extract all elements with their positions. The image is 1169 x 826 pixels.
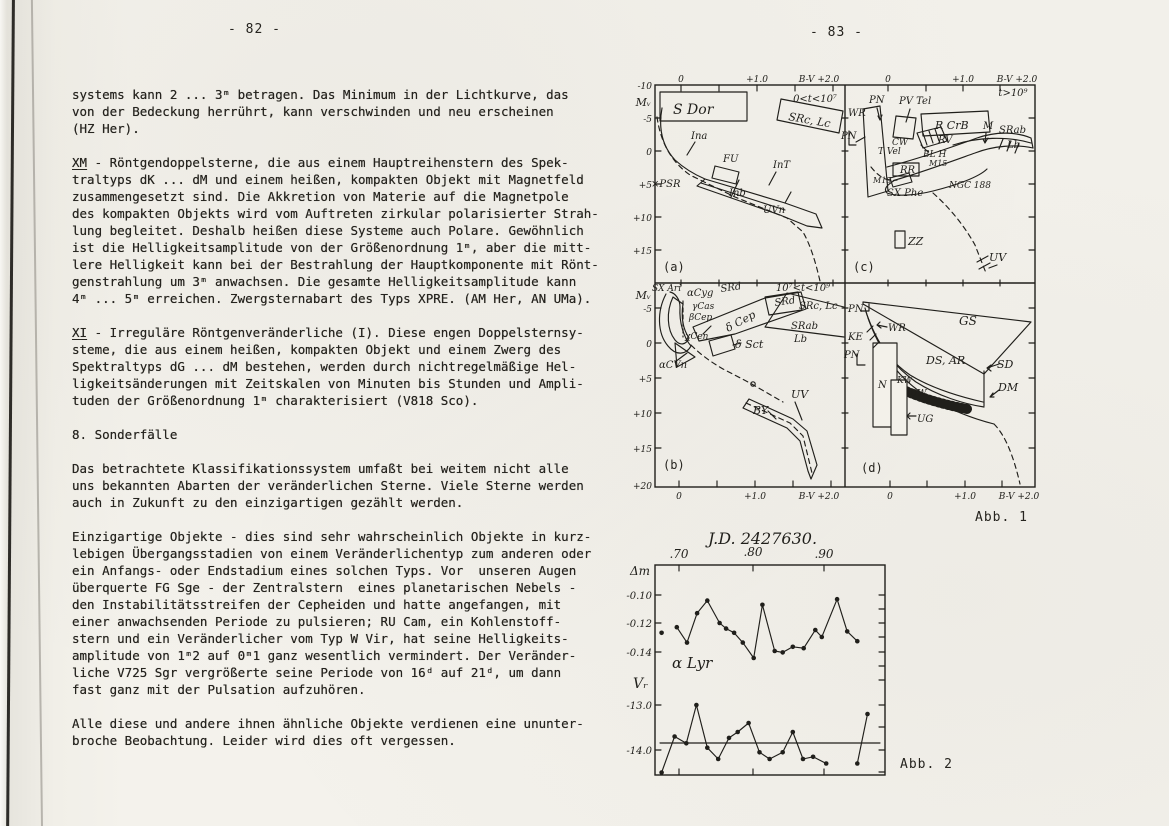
text-line: den Instabilitätsstreifen der Cepheiden und hatte angefangen, mit xyxy=(72,597,562,612)
data-point xyxy=(732,631,737,636)
figure-label: .80 xyxy=(743,545,763,559)
figure-label: KW xyxy=(897,376,913,386)
text-line: 8. Sonderfälle xyxy=(72,427,178,442)
figure-label: BY xyxy=(753,404,769,417)
figure-label: γCas xyxy=(692,302,715,312)
figure-label: Vᵣ xyxy=(633,676,648,692)
figure-label: α Lyr xyxy=(672,654,713,672)
data-point xyxy=(835,597,840,602)
figure-label: SRc, Lc xyxy=(787,110,832,131)
text-line: von der Bedeckung herrührt, kann verschwinden und neu erscheinen xyxy=(72,104,554,119)
figure-label: SRab xyxy=(999,125,1026,136)
text-line: Spektraltyps dG ... dM bestehen, werden durch nichtregelmäßige Hel- xyxy=(72,359,577,374)
figure2-caption: Abb. 2 xyxy=(900,757,953,772)
figure-label: ZZ xyxy=(908,235,924,248)
fig1-frame xyxy=(655,85,1035,487)
figure-label: (b) xyxy=(663,458,685,472)
figure-label: SD xyxy=(997,358,1014,371)
figure-label: UV xyxy=(989,251,1007,264)
figure-label: UVn xyxy=(763,205,786,216)
text-line: uns bekannten Abarten der veränderlichen Sterne. Viele Sterne werden xyxy=(72,478,584,493)
figure-label: KE xyxy=(848,332,863,343)
text-line: amplitude von 1ᵐ2 auf 0ᵐ1 ganz wesentlich vermindert. Der Veränder- xyxy=(72,648,577,663)
page-number-right: - 83 - xyxy=(810,25,863,40)
figure-label: .70 xyxy=(669,547,689,561)
data-point xyxy=(659,631,664,636)
data-point xyxy=(772,649,777,654)
paragraph xyxy=(72,460,602,511)
figure-label: N xyxy=(878,380,887,391)
figure-label: +5 xyxy=(638,375,652,385)
figure-label: Inb xyxy=(729,188,746,199)
figure-label: R CrB xyxy=(935,119,969,132)
text-line: ligkeitsänderungen mit Zeitskalen von Minuten bis Stunden und Ampli- xyxy=(72,376,584,391)
data-point xyxy=(724,626,729,631)
figure-label: RR xyxy=(900,165,916,176)
figure-label: CW xyxy=(892,138,909,148)
data-point xyxy=(717,621,722,626)
text-line: ein Anfangs- oder Endstadium eines solchen Typs. Vor unseren Augen xyxy=(72,563,577,578)
data-point xyxy=(824,761,829,766)
ug-box xyxy=(891,380,907,435)
page-number-left: - 82 - xyxy=(228,22,281,37)
figure-label: +10 xyxy=(633,410,652,420)
figure-label: αCyg xyxy=(687,288,714,299)
figure-label: M xyxy=(983,121,994,132)
figure-label: M15 xyxy=(873,176,892,185)
figure-label: Mᵥ xyxy=(635,289,651,302)
text-line: 4ᵐ ... 5ᵐ erreichen. Zwergsternabart des Typs XPRE. (AM Her, AN UMa). xyxy=(72,291,592,306)
paragraph xyxy=(72,426,602,443)
page-edge-line xyxy=(31,0,43,826)
figure-abb2-light-curve xyxy=(612,525,1082,790)
figure-label: SX Phe xyxy=(887,188,924,199)
text-line: lung begleitet. Deshalb heißen diese Systeme auch Polare. Gewöhnlich xyxy=(72,223,584,238)
figure-label: 0 xyxy=(885,75,891,85)
figure-label: T Vel xyxy=(878,147,901,157)
fu-box xyxy=(712,166,739,184)
figure-label: B-V +2.0 xyxy=(996,75,1038,85)
figure-label: 0<t<10⁷ xyxy=(793,94,837,105)
figure-label: +10 xyxy=(633,214,652,224)
data-point xyxy=(675,625,680,630)
figure-label: -13.0 xyxy=(626,701,652,712)
figure-label: δ Sct xyxy=(735,338,764,351)
data-point xyxy=(780,650,785,655)
figure-label: SRc, Lc xyxy=(799,301,838,312)
data-point xyxy=(767,757,772,762)
paragraph xyxy=(72,154,602,307)
text-line: Alle diese und andere ihnen ähnliche Objekte verdienen eine ununter- xyxy=(72,716,584,731)
figure-label: GS xyxy=(959,314,977,328)
series-line xyxy=(857,714,867,764)
figure-label: -5 xyxy=(643,305,652,315)
figure-label: 0 xyxy=(887,492,893,502)
figure-label: UG xyxy=(917,414,934,425)
data-point xyxy=(757,750,762,755)
figure-label: B-V +2.0 xyxy=(798,75,840,85)
data-point xyxy=(865,712,870,717)
figure-label: Lb xyxy=(1007,140,1021,151)
text-line: XM - Röntgendoppelsterne, die aus einem Hauptreihenstern des Spek- xyxy=(72,155,569,170)
irregular-band xyxy=(697,179,822,228)
paragraph xyxy=(72,86,602,137)
data-point xyxy=(695,611,700,616)
figure-label: NGC 188 xyxy=(949,181,991,191)
figure-label: -0.14 xyxy=(626,648,652,659)
figure-label: PV Tel xyxy=(899,96,932,107)
figure-label: SRd xyxy=(773,295,796,309)
cw-box xyxy=(893,116,916,139)
data-point xyxy=(735,730,740,735)
paragraph xyxy=(72,528,602,698)
figure-label: BL H xyxy=(923,150,947,160)
figure-label: Lb xyxy=(794,334,808,345)
data-point xyxy=(845,629,850,634)
data-point xyxy=(727,736,732,741)
figure-label: -14.0 xyxy=(626,746,652,757)
figure-label: -5 xyxy=(643,115,652,125)
figure-label: PN xyxy=(869,95,885,106)
text-line: traltyps dK ... dM und einem heißen, kompakten Objekt mit Magnetfeld xyxy=(72,172,584,187)
figure-label: DM xyxy=(998,381,1019,394)
paragraph xyxy=(72,324,602,409)
figure-label: RV xyxy=(938,135,953,146)
figure-label: InT xyxy=(773,160,791,171)
figure-label: PN xyxy=(848,304,864,315)
figure-label: .90 xyxy=(814,547,834,561)
text-line: genstrahlung um 3ᵐ anwachsen. Die gesamte Helligkeitsamplitude kann xyxy=(72,274,577,289)
figure-label: DS, AR xyxy=(926,354,966,367)
fig2-data-series xyxy=(659,597,870,775)
figure-label: S Dor xyxy=(673,102,714,118)
text-line: fast ganz mit der Pulsation aufzuhören. xyxy=(72,682,366,697)
figure-label: ×PSR xyxy=(651,179,681,190)
figure-label: 0 xyxy=(678,75,684,85)
text-line: zusammengesetzt sind. Die Akkretion von Materie auf die Magnetpole xyxy=(72,189,569,204)
data-point xyxy=(659,770,664,775)
figure-label: (d) xyxy=(861,461,883,475)
data-point xyxy=(694,703,699,708)
data-point xyxy=(746,721,751,726)
text-line: systems kann 2 ... 3ᵐ betragen. Das Minimum in der Lichtkurve, das xyxy=(72,87,569,102)
figure-label: WR xyxy=(848,108,866,119)
text-line: überquerte FG Sge - der Zentralstern eines planetarischen Nebels - xyxy=(72,580,577,595)
text-line: broche Beobachtung. Leider wird dies oft vergessen. xyxy=(72,733,456,748)
figure-label: FU xyxy=(723,154,739,165)
figure-label: J.D. 2427630. xyxy=(708,529,818,548)
text-line: (HZ Her). xyxy=(72,121,140,136)
data-point xyxy=(716,757,721,762)
figure1-caption: Abb. 1 xyxy=(975,510,1028,525)
data-point xyxy=(705,745,710,750)
figure-label: (c) xyxy=(853,260,875,274)
data-point xyxy=(685,640,690,645)
text-line: Das betrachtete Klassifikationssystem umfaßt bei weitem nicht alle xyxy=(72,461,569,476)
figure-label: SRab xyxy=(791,321,818,332)
data-point xyxy=(780,750,785,755)
text-line: tuden der Größenordnung 1ᵐ charakterisiert (V818 Sco). xyxy=(72,393,479,408)
data-point xyxy=(672,734,677,739)
figure-label: Δm xyxy=(629,564,650,578)
data-point xyxy=(801,646,806,651)
data-point xyxy=(760,603,765,608)
figure-label: SX Ari xyxy=(652,284,682,294)
figure-label: βCep xyxy=(689,313,713,323)
figure-label: t>10⁹ xyxy=(998,88,1028,99)
text-line: auch in Zukunft zu den einzigartigen gezählt werden. xyxy=(72,495,464,510)
data-point xyxy=(684,741,689,746)
data-point xyxy=(813,628,818,633)
figure-label: 10⁷<t<10⁹ xyxy=(775,283,831,294)
text-line: des kompakten Objekts wird vom Auftreten zirkular polarisierter Strah- xyxy=(72,206,599,221)
text-line: ist die Helligkeitsamplitude von der Größenordnung 1ᵐ, aber die mitt- xyxy=(72,240,592,255)
series-line xyxy=(662,705,827,773)
figure-label: -0.10 xyxy=(626,591,652,602)
figure-label: +1.0 xyxy=(952,75,974,85)
data-point xyxy=(751,656,756,661)
figure-label: (a) xyxy=(663,260,685,274)
figure-label: DW xyxy=(910,389,927,399)
zz-box xyxy=(895,231,905,248)
data-point xyxy=(801,757,806,762)
text-line: steme, die aus einem heißen, kompakten Objekt und einem Zwerg des xyxy=(72,342,562,357)
figure-label: UV xyxy=(791,388,809,401)
data-point xyxy=(855,761,860,766)
figure-label: 0 xyxy=(646,148,652,158)
figure-label: Ina xyxy=(691,131,708,142)
binding-edge-line xyxy=(6,0,15,826)
figure-abb1-hr-diagrams xyxy=(635,75,1045,520)
figure-label: B-V +2.0 xyxy=(998,492,1040,502)
text-line: stern und ein Veränderlicher vom Typ W Vir, hat seine Helligkeits- xyxy=(72,631,569,646)
data-point xyxy=(820,635,825,640)
text-line: einer anwachsenden Periode zu pulsieren; RU Cam, ein Kohlenstoff- xyxy=(72,614,562,629)
text-line: lebigen Übergangsstadien von einem Veränderlichentyp zum anderen oder xyxy=(72,546,592,561)
figure-label: χCen xyxy=(685,332,709,342)
figure-label: +5 xyxy=(638,181,652,191)
data-point xyxy=(705,598,710,603)
figure-label: 0 xyxy=(646,340,652,350)
body-text-column xyxy=(72,86,602,766)
text-line: liche V725 Sgr vergrößerte seine Periode von 16ᵈ auf 21ᵈ, um dann xyxy=(72,665,562,680)
data-point xyxy=(791,645,796,650)
text-line: Einzigartige Objekte - dies sind sehr wahrscheinlich Objekte in kurz- xyxy=(72,529,592,544)
text-line: XI - Irreguläre Röntgenveränderliche (I). Diese engen Doppelsternsy- xyxy=(72,325,584,340)
figure-label: WR xyxy=(888,323,906,334)
data-point xyxy=(855,639,860,644)
figure-label: PN xyxy=(844,350,860,361)
figure-label: SRd xyxy=(719,281,742,295)
figure-label: +15 xyxy=(633,247,652,257)
paragraph xyxy=(72,715,602,749)
figure-label: B-V +2.0 xyxy=(798,492,840,502)
figure-label: +1.0 xyxy=(746,75,768,85)
figure-label: +1.0 xyxy=(744,492,766,502)
data-point xyxy=(791,730,796,735)
figure-label: -0.12 xyxy=(626,619,652,630)
text-line: lere Helligkeit kann bei der Bestrahlung der Hauptkomponente mit Rönt- xyxy=(72,257,599,272)
figure-label: 0 xyxy=(676,492,682,502)
fig2-annotations xyxy=(626,529,834,757)
data-point xyxy=(811,755,816,760)
figure-label: +20 xyxy=(633,482,652,492)
figure-label: M15 xyxy=(929,159,948,168)
figure-label: +15 xyxy=(633,445,652,455)
data-point xyxy=(741,640,746,645)
figure-label: -10 xyxy=(637,82,652,92)
figure-label: δ Cep xyxy=(723,308,758,335)
figure-label: αCVn xyxy=(659,360,688,371)
series-line xyxy=(677,599,858,658)
figure-label: +1.0 xyxy=(954,492,976,502)
figure-label: Mᵥ xyxy=(635,96,651,109)
figure-label: PN xyxy=(841,131,857,142)
